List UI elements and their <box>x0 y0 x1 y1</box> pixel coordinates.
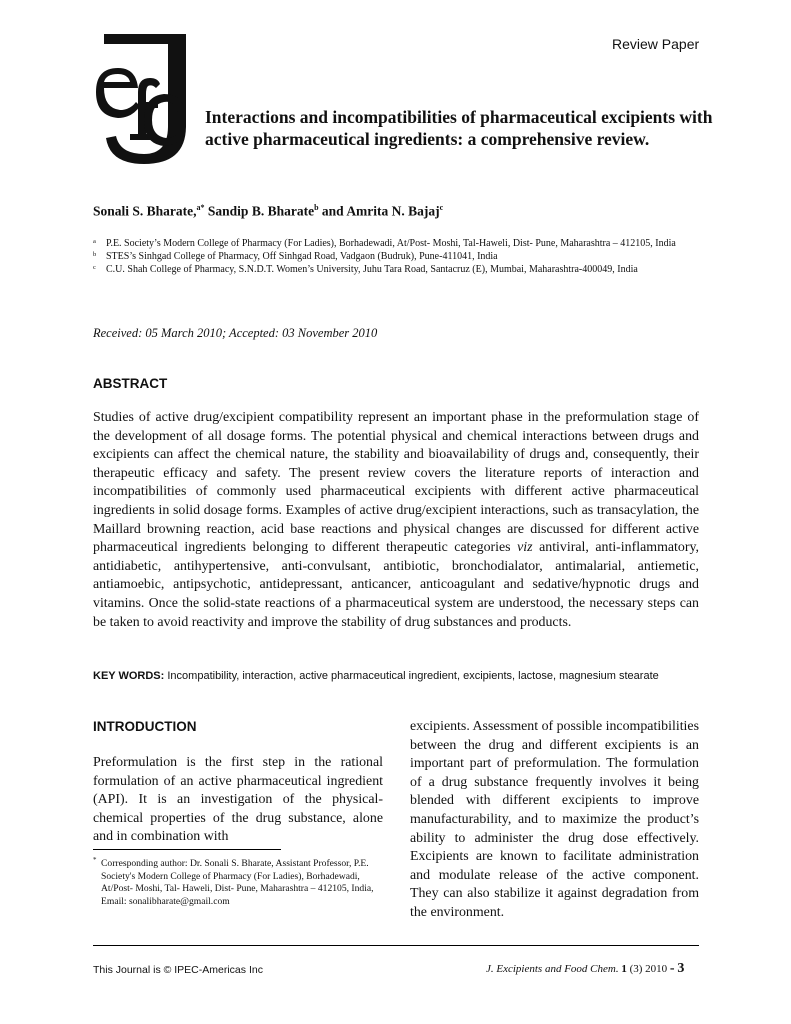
author-list <box>93 203 443 220</box>
author-affiliation-mark: a* <box>196 203 205 212</box>
author-conjunction: and <box>321 203 344 219</box>
affiliation-mark: b <box>93 251 97 258</box>
author-affiliation-mark: c <box>439 203 444 212</box>
affiliation-mark: a <box>93 238 96 245</box>
keywords <box>93 670 659 682</box>
affiliation-list <box>93 237 713 276</box>
author-affiliation-mark: b <box>314 203 319 212</box>
footnote-mark: * <box>93 856 97 864</box>
affiliation-text: STES’s Sinhgad College of Pharmacy, Off Sinhgad Road, Vadgaon (Budruk), Pune-411041, India <box>106 251 498 262</box>
affiliation-item <box>93 263 713 276</box>
received-accepted-dates: Received: 05 March 2010; Accepted: 03 November 2010 <box>93 326 378 340</box>
abstract-heading: ABSTRACT <box>93 376 168 391</box>
footer-issue: (3) 2010 <box>629 963 668 975</box>
keywords-text: Incompatibility, interaction, active pharmaceutical ingredient, excipients, lactose, magnesium stearate <box>167 670 659 682</box>
affiliation-text: P.E. Society’s Modern College of Pharmacy (For Ladies), Borhadewadi, At/Post- Moshi, Tal-Haweli, Dist- Pune, Maharashtra – 412105, India <box>106 238 676 249</box>
author-name: Sandip B. Bharate <box>207 203 315 219</box>
abstract-text-part: antiviral, anti-inflammatory, antidiabetic, antihypertensive, anti-convulsant, antibiotic, bronchodialator, antimalarial, antiemetic, antiamoebic, antipsychotic, antidepressant, anticancer, anticoagulant and sedative/hypnotic drugs and vitamins. Once the solid-state reactions of a pharmaceutical system are understood, the necessary steps can be taken to avoid reactivity and improve the stability of drug substances and products. <box>93 540 699 630</box>
introduction-heading: INTRODUCTION <box>93 719 197 734</box>
introduction-right-column: excipients. Assessment of possible incompatibilities between the drug and different excipients is an important part of preformulation. The formulation of a drug substance frequently involves it being blended with different excipients to improve manufacturability, and to maximize the product’s ability to administer the drug dose effectively. Excipients are known to facilitate administration and modulate release of the active component. They can also stabilize it against degradation from the environment. <box>410 719 699 920</box>
footer-copyright: This Journal is © IPEC-Americas Inc <box>93 964 263 976</box>
journal-logo <box>86 30 196 170</box>
keywords-label: KEY WORDS: <box>93 670 165 682</box>
footer-dash: - <box>669 961 675 976</box>
corresponding-author-footnote <box>93 858 393 908</box>
footer-divider <box>93 945 699 946</box>
affiliation-item <box>93 250 713 263</box>
abstract-viz: viz <box>517 540 533 556</box>
affiliation-text: C.U. Shah College of Pharmacy, S.N.D.T. Women’s University, Juhu Tara Road, Santacruz (E), Mumbai, Maharashtra-400049, India <box>106 264 638 275</box>
footnote-divider <box>93 849 281 850</box>
author-name: Amrita N. Bajaj <box>346 203 440 219</box>
footer-journal-name: J. Excipients and Food Chem. <box>486 963 619 975</box>
article-type-label: Review Paper <box>612 36 700 52</box>
affiliation-item <box>93 237 713 250</box>
abstract-text <box>93 409 699 632</box>
author-name: Sonali S. Bharate, <box>93 203 197 219</box>
article-title: Interactions and incompatibilities of pharmaceutical excipients with active pharmaceutical ingredients: a comprehensive review. <box>205 107 713 149</box>
footer-citation <box>486 961 684 977</box>
footer-volume: 1 <box>621 963 627 975</box>
page-number: 3 <box>677 961 685 976</box>
introduction-left-column: Preformulation is the first step in the rational formulation of an active pharmaceutical ingredient (API). It is an investigation of the physical-chemical properties of the drug substance, alone and in combination with <box>93 755 383 845</box>
affiliation-mark: c <box>93 264 96 271</box>
footnote-text: Corresponding author: Dr. Sonali S. Bharate, Assistant Professor, P.E. Society's Modern College of Pharmacy (For Ladies), Borhadewadi, At/Post- Moshi, Tal- Haweli, Dist- Pune, Maharashtra – 412105, India, Email: sonalibharate@gmail.com <box>101 858 374 907</box>
abstract-text-part: Studies of active drug/excipient compatibility represent an important phase in the preformulation stage of the development of all dosage forms. The potential physical and chemical interactions between drugs and excipients can affect the chemical nature, the stability and bioavailability of drugs and, consequently, their therapeutic efficacy and safety. The present review covers the literature reports of interaction and incompatibilities of commonly used pharmaceutical excipients with different active pharmaceutical ingredients in solid dosage forms. Examples of active drug/excipient interactions, such as transacylation, the Maillard browning reaction, acid base reactions and physical changes are discussed for different active pharmaceutical ingredients belonging to different therapeutic categories <box>93 410 699 556</box>
